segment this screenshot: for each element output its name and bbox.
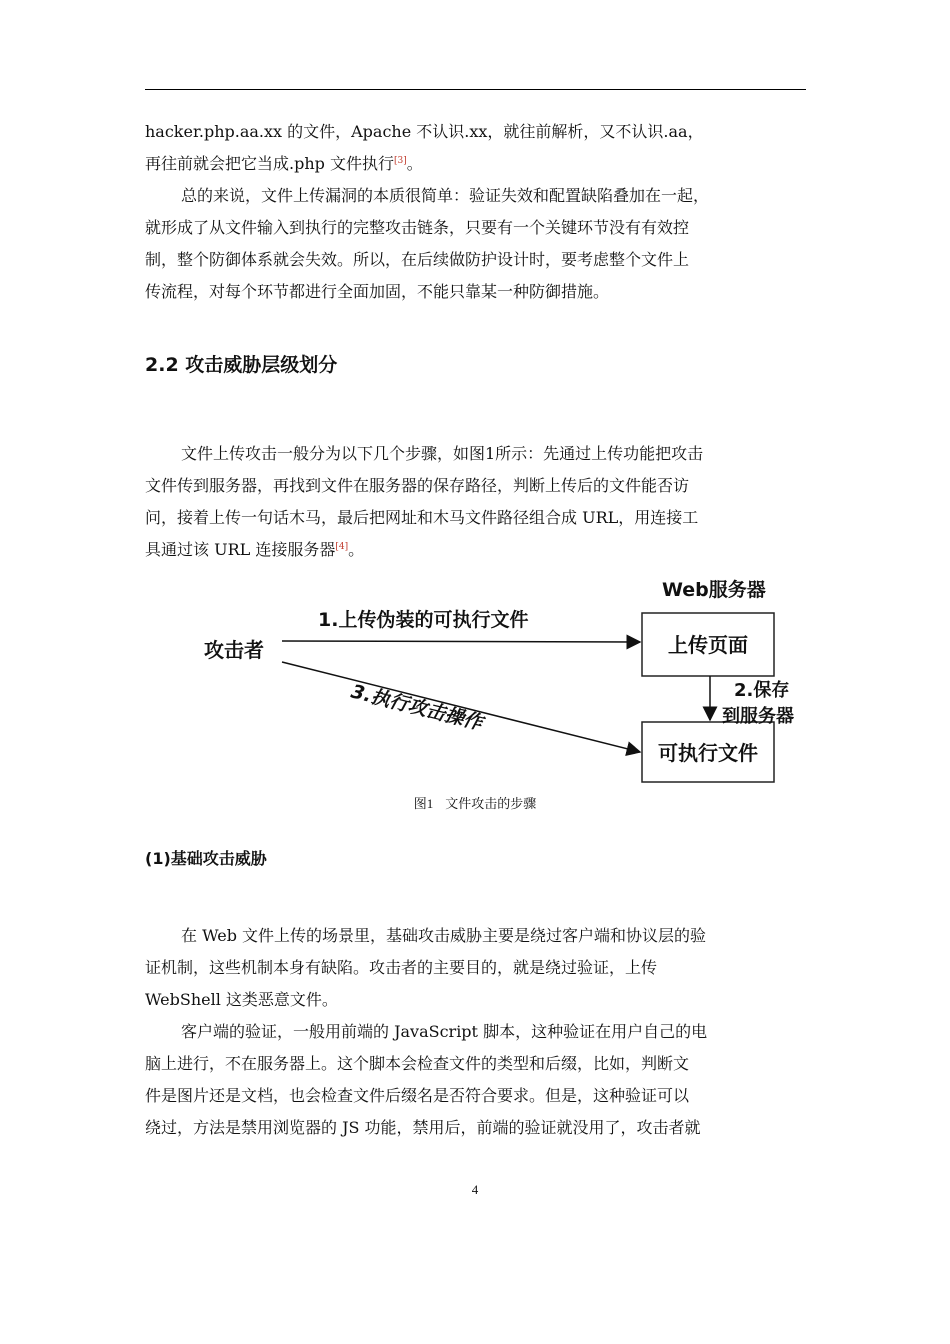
arrow-upload-label: 1.上传伪装的可执行文件	[318, 609, 529, 631]
caption-text: 文件攻击的步骤	[445, 796, 537, 811]
header-rule	[145, 89, 806, 90]
attack-steps-diagram	[190, 570, 830, 790]
text-line: 证机制，这些机制本身有缺陷。攻击者的主要目的，就是绕过验证，上传	[145, 958, 658, 977]
text-line: 文件上传攻击一般分为以下几个步骤，如图1所示：先通过上传功能把攻击	[181, 444, 704, 463]
text-line: 客户端的验证，一般用前端的 JavaScript 脚本，这种验证在用户自己的电	[181, 1022, 708, 1041]
citation: [3]	[393, 156, 407, 166]
figure-caption	[0, 793, 950, 812]
arrow-save-label-2: 到服务器	[722, 706, 794, 727]
arrow-upload	[282, 641, 640, 642]
section-heading: 2.2 攻击威胁层级划分	[145, 354, 338, 376]
text-line: 制，整个防御体系就会失效。所以，在后续做防护设计时，要考虑整个文件上	[145, 250, 690, 269]
text-line: 具通过该 URL 连接服务器[4]。	[145, 540, 365, 559]
arrow-execute-label: 3.执行攻击操作	[348, 680, 485, 735]
attacker-label: 攻击者	[204, 638, 264, 662]
steps-paragraph	[145, 438, 806, 566]
server-label: Web服务器	[662, 579, 766, 601]
text-line: 在 Web 文件上传的场景里，基础攻击威胁主要是绕过客户端和协议层的验	[181, 926, 707, 945]
intro-paragraph	[145, 116, 806, 180]
upload-page-label: 上传页面	[668, 633, 748, 657]
text-line: 问，接着上传一句话木马，最后把网址和木马文件路径组合成 URL，用连接工	[145, 508, 699, 527]
arrow-save-label-1: 2.保存	[734, 680, 790, 701]
text-line: WebShell 这类恶意文件。	[145, 990, 338, 1009]
subsection-heading: (1)基础攻击威胁	[145, 849, 267, 868]
text-line: 绕过，方法是禁用浏览器的 JS 功能，禁用后，前端的验证就没用了，攻击者就	[145, 1118, 701, 1137]
exec-file-label: 可执行文件	[658, 741, 758, 765]
text-line: 文件传到服务器，再找到文件在服务器的保存路径，判断上传后的文件能否访	[145, 476, 690, 495]
text-line: 传流程，对每个环节都进行全面加固，不能只靠某一种防御措施。	[145, 282, 610, 301]
text-line: 总的来说，文件上传漏洞的本质很简单：验证失效和配置缺陷叠加在一起，	[181, 186, 710, 205]
basic-threat-paragraph	[145, 920, 806, 1016]
client-validation-paragraph	[145, 1016, 806, 1144]
text-line: 再往前就会把它当成.php 文件执行[3]。	[145, 154, 423, 173]
summary-paragraph	[145, 180, 806, 308]
text-line: 脑上进行，不在服务器上。这个脚本会检查文件的类型和后缀，比如，判断文	[145, 1054, 690, 1073]
caption-number: 图1	[413, 796, 434, 811]
text-line: hacker.php.aa.xx 的文件，Apache 不认识.xx，就往前解析，又不认识.aa，	[145, 122, 704, 141]
page-number: 4	[471, 1182, 479, 1197]
text-line: 就形成了从文件输入到执行的完整攻击链条，只要有一个关键环节没有有效控	[145, 218, 690, 237]
text-line: 件是图片还是文档，也会检查文件后缀名是否符合要求。但是，这种验证可以	[145, 1086, 690, 1105]
citation: [4]	[335, 542, 349, 552]
